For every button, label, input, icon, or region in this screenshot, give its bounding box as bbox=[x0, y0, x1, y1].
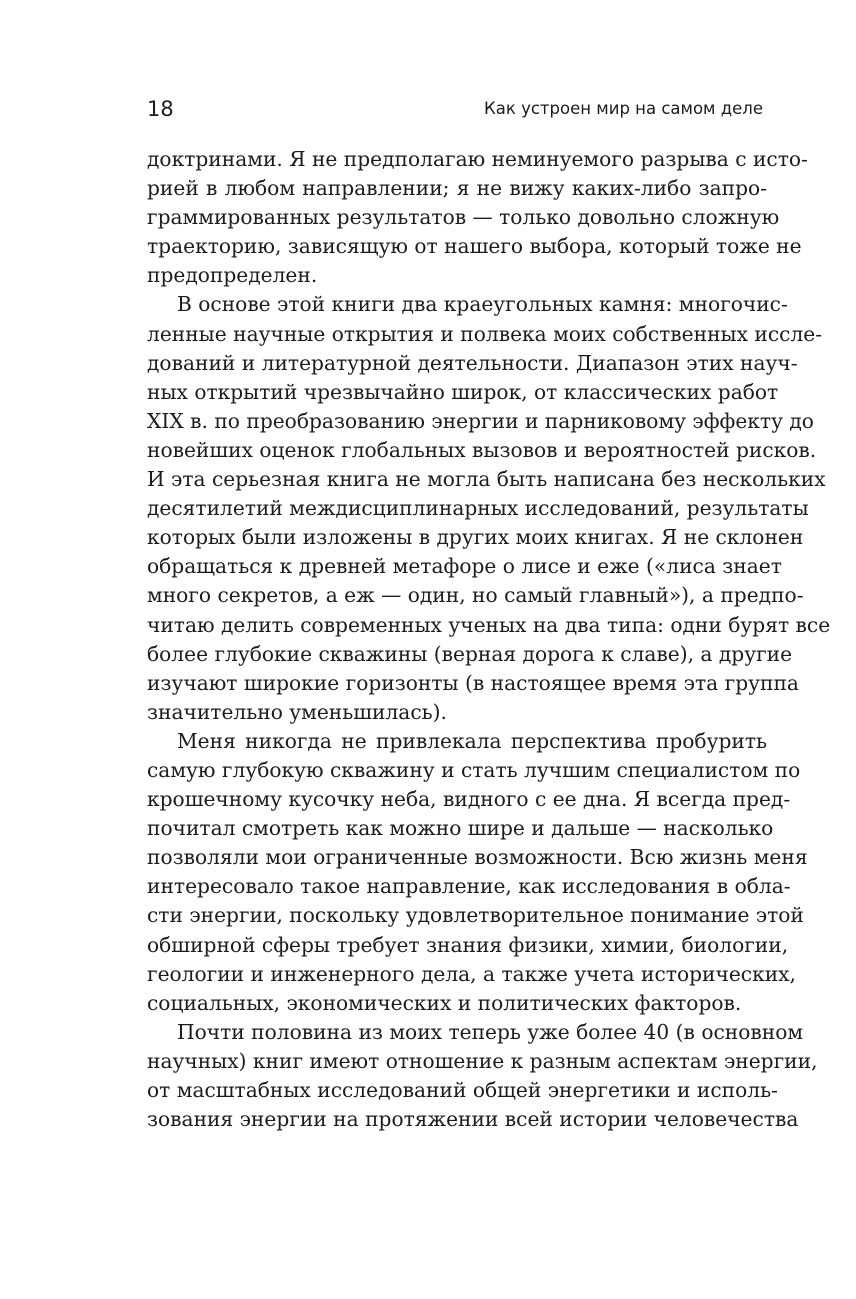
text-line: доктринами. Я не предполагаю неминуемого разрыва с исто- bbox=[147, 147, 808, 171]
body-text bbox=[147, 145, 831, 1134]
text-line: которых были изложены в других моих книгах. Я не склонен bbox=[147, 525, 804, 550]
text-line: Меня никогда не привлекала перспектива пробурить bbox=[177, 728, 767, 753]
text-line: зования энергии на протяжении всей истории человечества bbox=[147, 1107, 799, 1132]
text-line: изучают широкие горизонты (в настоящее время эта группа bbox=[147, 670, 799, 695]
text-line: ленные научные открытия и полвека моих собственных иссле- bbox=[147, 321, 823, 346]
text-line: обширной сферы требует знания физики, химии, биологии, bbox=[147, 932, 789, 957]
text-line: самую глубокую скважину и стать лучшим специалистом по bbox=[147, 757, 801, 782]
text-line: траекторию, зависящую от нашего выбора, который тоже не bbox=[147, 234, 802, 259]
page-number: 18 bbox=[147, 97, 174, 121]
text-line: много секретов, а еж — один, но самый главный»), а предпо- bbox=[147, 583, 804, 608]
running-title: Как устроен мир на самом деле bbox=[484, 99, 763, 118]
text-line: интересовало такое направление, как исследования в обла- bbox=[147, 874, 791, 899]
text-line: И эта серьезная книга не могла быть написана без нескольких bbox=[147, 467, 826, 492]
text-line: XIX в. по преобразованию энергии и парниковому эффекту до bbox=[147, 408, 814, 433]
text-line: социальных, экономических и политических факторов. bbox=[147, 990, 742, 1015]
text-line: более глубокие скважины (верная дорога к славе), а другие bbox=[147, 641, 793, 666]
text-line: от масштабных исследований общей энергетики и исполь- bbox=[147, 1078, 778, 1102]
text-line: десятилетий междисциплинарных исследований, результаты bbox=[147, 496, 809, 521]
text-line: крошечному кусочку неба, видного с ее дна. Я всегда пред- bbox=[147, 787, 791, 812]
page-header bbox=[147, 94, 767, 126]
text-line: научных) книг имеют отношение к разным аспектам энергии, bbox=[147, 1048, 818, 1073]
text-line: рией в любом направлении; я не вижу каких-либо запро- bbox=[147, 176, 767, 201]
text-line: сти энергии, поскольку удовлетворительное понимание этой bbox=[147, 903, 804, 928]
text-line: читаю делить современных ученых на два типа: одни бурят все bbox=[147, 612, 831, 637]
paragraph-2 bbox=[147, 290, 831, 726]
text-line: Почти половина из моих теперь уже более 40 (в основном bbox=[177, 1019, 804, 1044]
text-line: геологии и инженерного дела, а также учета исторических, bbox=[147, 961, 796, 986]
text-line: новейших оценок глобальных вызовов и вероятностей рисков. bbox=[147, 437, 817, 462]
text-line: обращаться к древней метафоре о лисе и еже («лиса знает bbox=[147, 554, 782, 579]
text-line: ных открытий чрезвычайно широк, от классических работ bbox=[147, 379, 779, 404]
paragraph-3 bbox=[147, 727, 808, 1018]
text-line: значительно уменьшилась). bbox=[147, 699, 447, 724]
text-line: В основе этой книги два краеугольных камня: многочис- bbox=[177, 292, 788, 317]
paragraph-1 bbox=[147, 145, 808, 290]
text-line: дований и литературной деятельности. Диапазон этих науч- bbox=[147, 350, 798, 375]
text-line: почитал смотреть как можно шире и дальше — насколько bbox=[147, 816, 774, 841]
text-line: предопределен. bbox=[147, 263, 318, 288]
text-line: позволяли мои ограниченные возможности. Всю жизнь меня bbox=[147, 845, 808, 870]
text-line: граммированных результатов — только довольно сложную bbox=[147, 205, 780, 230]
paragraph-4 bbox=[147, 1018, 818, 1134]
